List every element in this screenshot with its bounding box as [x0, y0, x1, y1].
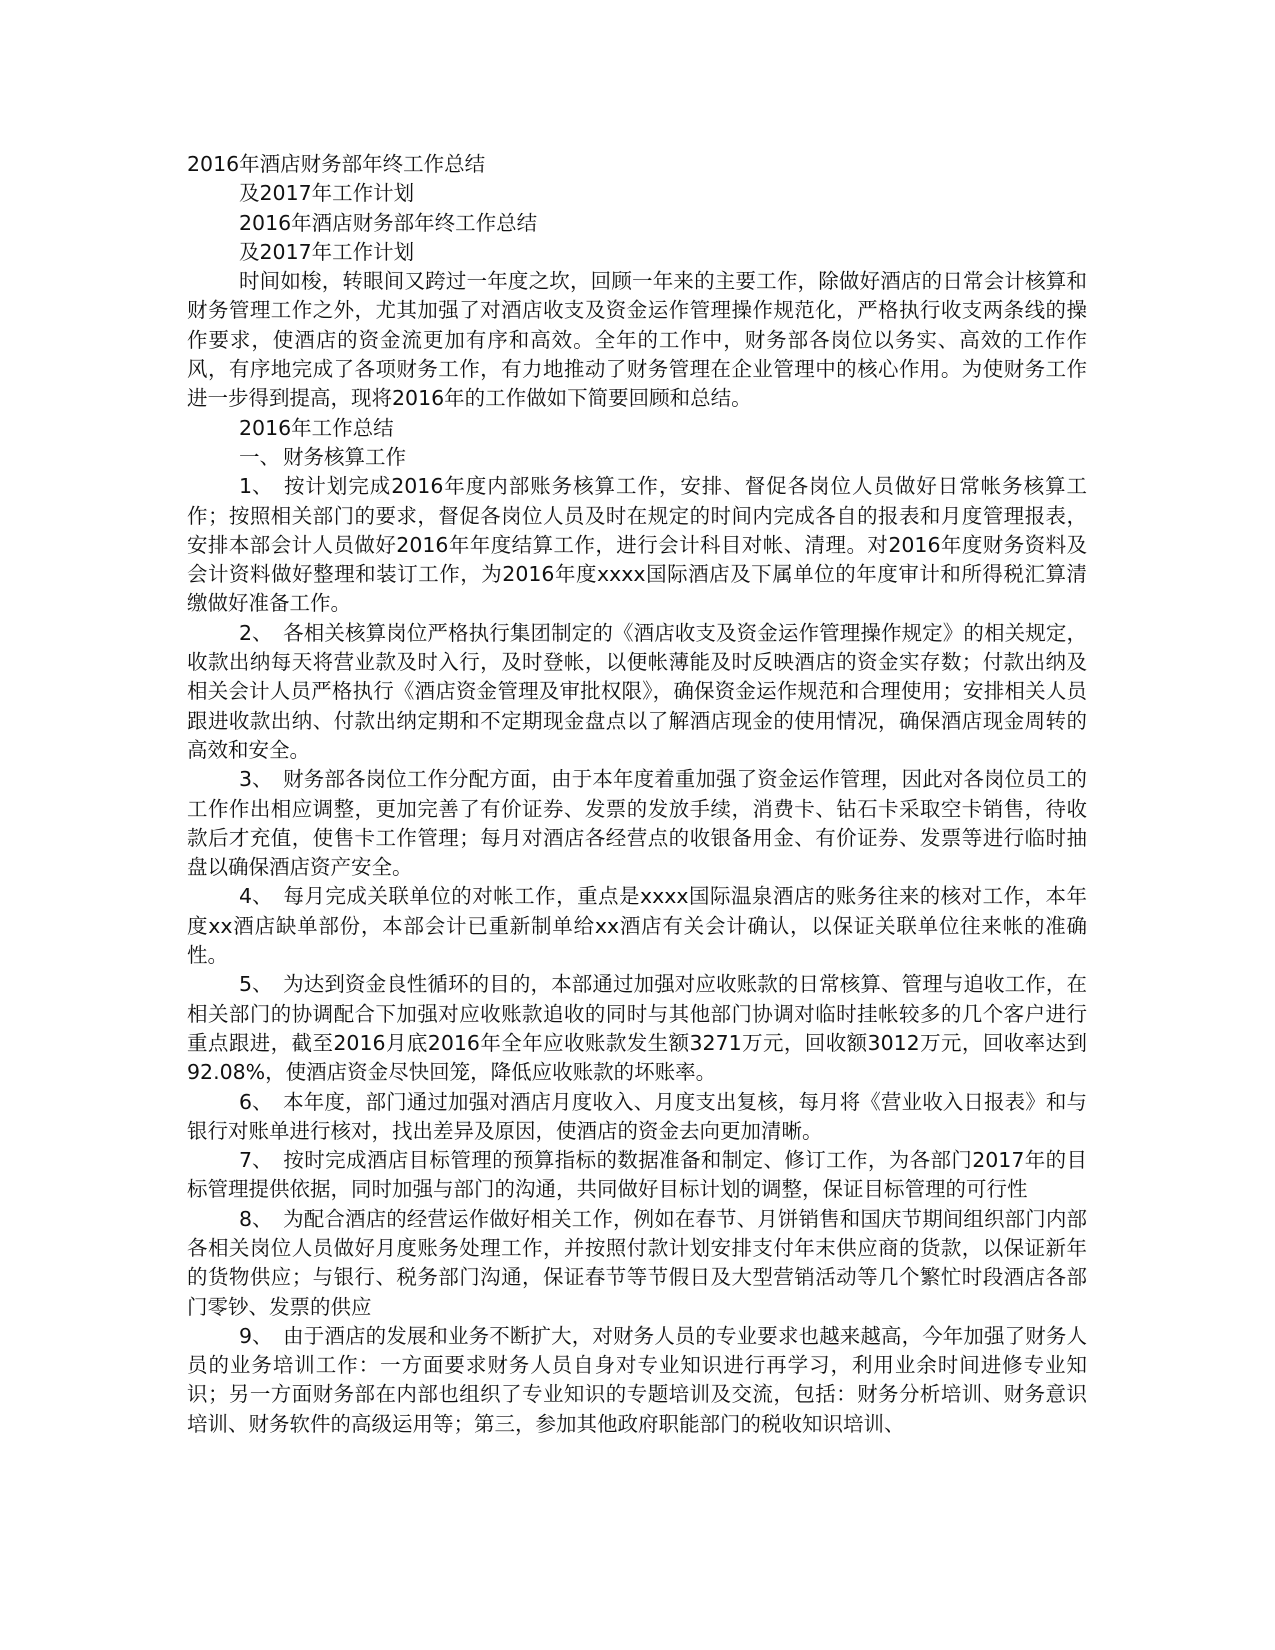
- item-number: 1、: [239, 474, 273, 499]
- section-title: 2016年工作总结: [239, 415, 394, 440]
- title-block: [187, 179, 1087, 267]
- item-text: 本年度，部门通过加强对酒店月度收入、月度支出复核，每月将《营业收入日报表》和与银行对账单进行核对，找出差异及原因，使酒店的资金去向更加清晰。: [187, 1089, 1087, 1143]
- item-number: 8、: [239, 1206, 273, 1231]
- list-item-6: [187, 1088, 1087, 1147]
- item-number: 3、: [239, 767, 273, 792]
- item-number: 2、: [239, 620, 273, 645]
- item-number: 5、: [239, 972, 273, 997]
- item-number: 7、: [239, 1148, 273, 1173]
- list-item-9: [187, 1322, 1087, 1439]
- item-text: 为配合酒店的经营运作做好相关工作，例如在春节、月饼销售和国庆节期间组织部门内部各相关岗位人员做好月度账务处理工作，并按照付款计划安排支付年末供应商的货款，以保证新年的货物供应；与银行、税务部门沟通，保证春节等节假日及大型营销活动等几个繁忙时段酒店各部门零钞、发票的供应: [187, 1206, 1087, 1319]
- subsection-number: 一、: [239, 444, 280, 469]
- item-text: 按时完成酒店目标管理的预算指标的数据准备和制定、修订工作，为各部门2017年的目标管理提供依据，同时加强与部门的沟通，共同做好目标计划的调整，保证目标管理的可行性: [187, 1148, 1087, 1202]
- item-text: 由于酒店的发展和业务不断扩大，对财务人员的专业要求也越来越高，今年加强了财务人员的业务培训工作：一方面要求财务人员自身对专业知识进行再学习，利用业余时间进修专业知识；另一方面财务部在内部也组织了专业知识的专题培训及交流，包括：财务分析培训、财务意识培训、财务软件的高级运用等；第三，参加其他政府职能部门的税收知识培训、: [187, 1323, 1087, 1436]
- section-heading-block: [187, 414, 1087, 473]
- item-text: 按计划完成2016年度内部账务核算工作，安排、督促各岗位人员做好日常帐务核算工作；按照相关部门的要求，督促各岗位人员及时在规定的时间内完成各自的报表和月度管理报表，安排本部会计人员做好2016年年度结算工作，进行会计科目对帐、清理。对2016年度财务资料及会计资料做好整理和装订工作，为2016年度xxxx国际酒店及下属单位的年度审计和所得税汇算清缴做好准备工作。: [187, 474, 1087, 616]
- list-item-3: [187, 765, 1087, 882]
- list-item-5: [187, 970, 1087, 1087]
- title-line-1: 2016年酒店财务部年终工作总结: [187, 152, 486, 176]
- title-repeat-line-2: 及2017年工作计划: [239, 239, 415, 264]
- item-text: 每月完成关联单位的对帐工作，重点是xxxx国际温泉酒店的账务往来的核对工作，本年度xx酒店缺单部份，本部会计已重新制单给xx酒店有关会计确认，以保证关联单位往来帐的准确性。: [187, 884, 1087, 968]
- subsection-title: 财务核算工作: [283, 444, 406, 469]
- item-text: 为达到资金良性循环的目的，本部通过加强对应收账款的日常核算、管理与追收工作，在相关部门的协调配合下加强对应收账款追收的同时与其他部门协调对临时挂帐较多的几个客户进行重点跟进，截至2016月底2016年全年应收账款发生额3271万元，回收额3012万元，回收率达到92.08%，使酒店资金尽快回笼，降低应收账款的坏账率。: [187, 972, 1087, 1085]
- title-line-2: 及2017年工作计划: [239, 181, 415, 206]
- item-number: 9、: [239, 1323, 273, 1348]
- list-item-7: [187, 1146, 1087, 1205]
- item-number: 4、: [239, 884, 273, 909]
- intro-paragraph: 时间如梭，转眼间又跨过一年度之坎，回顾一年来的主要工作，除做好酒店的日常会计核算和财务管理工作之外，尤其加强了对酒店收支及资金运作管理操作规范化，严格执行收支两条线的操作要求，使酒店的资金流更加有序和高效。全年的工作中，财务部各岗位以务实、高效的工作作风，有序地完成了各项财务工作，有力地推动了财务管理在企业管理中的核心作用。为使财务工作进一步得到提高，现将2016年的工作做如下简要回顾和总结。: [187, 269, 1087, 411]
- list-item-8: [187, 1205, 1087, 1322]
- document-body: [187, 150, 1087, 1439]
- list-item-1: [187, 472, 1087, 618]
- title-repeat-line-1: 2016年酒店财务部年终工作总结: [239, 210, 538, 235]
- subsection-heading: [239, 443, 1087, 472]
- item-text: 各相关核算岗位严格执行集团制定的《酒店收支及资金运作管理操作规定》的相关规定，收款出纳每天将营业款及时入行，及时登帐，以便帐薄能及时反映酒店的资金实存数；付款出纳及相关会计人员严格执行《酒店资金管理及审批权限》，确保资金运作规范和合理使用；安排相关人员跟进收款出纳、付款出纳定期和不定期现金盘点以了解酒店现金的使用情况，确保酒店现金周转的高效和安全。: [187, 620, 1087, 762]
- list-item-2: [187, 619, 1087, 765]
- item-number: 6、: [239, 1089, 273, 1114]
- item-text: 财务部各岗位工作分配方面，由于本年度着重加强了资金运作管理，因此对各岗位员工的工作作出相应调整，更加完善了有价证券、发票的发放手续，消费卡、钻石卡采取空卡销售，待收款后才充值，使售卡工作管理；每月对酒店各经营点的收银备用金、有价证券、发票等进行临时抽盘以确保酒店资产安全。: [187, 767, 1087, 880]
- list-item-4: [187, 882, 1087, 970]
